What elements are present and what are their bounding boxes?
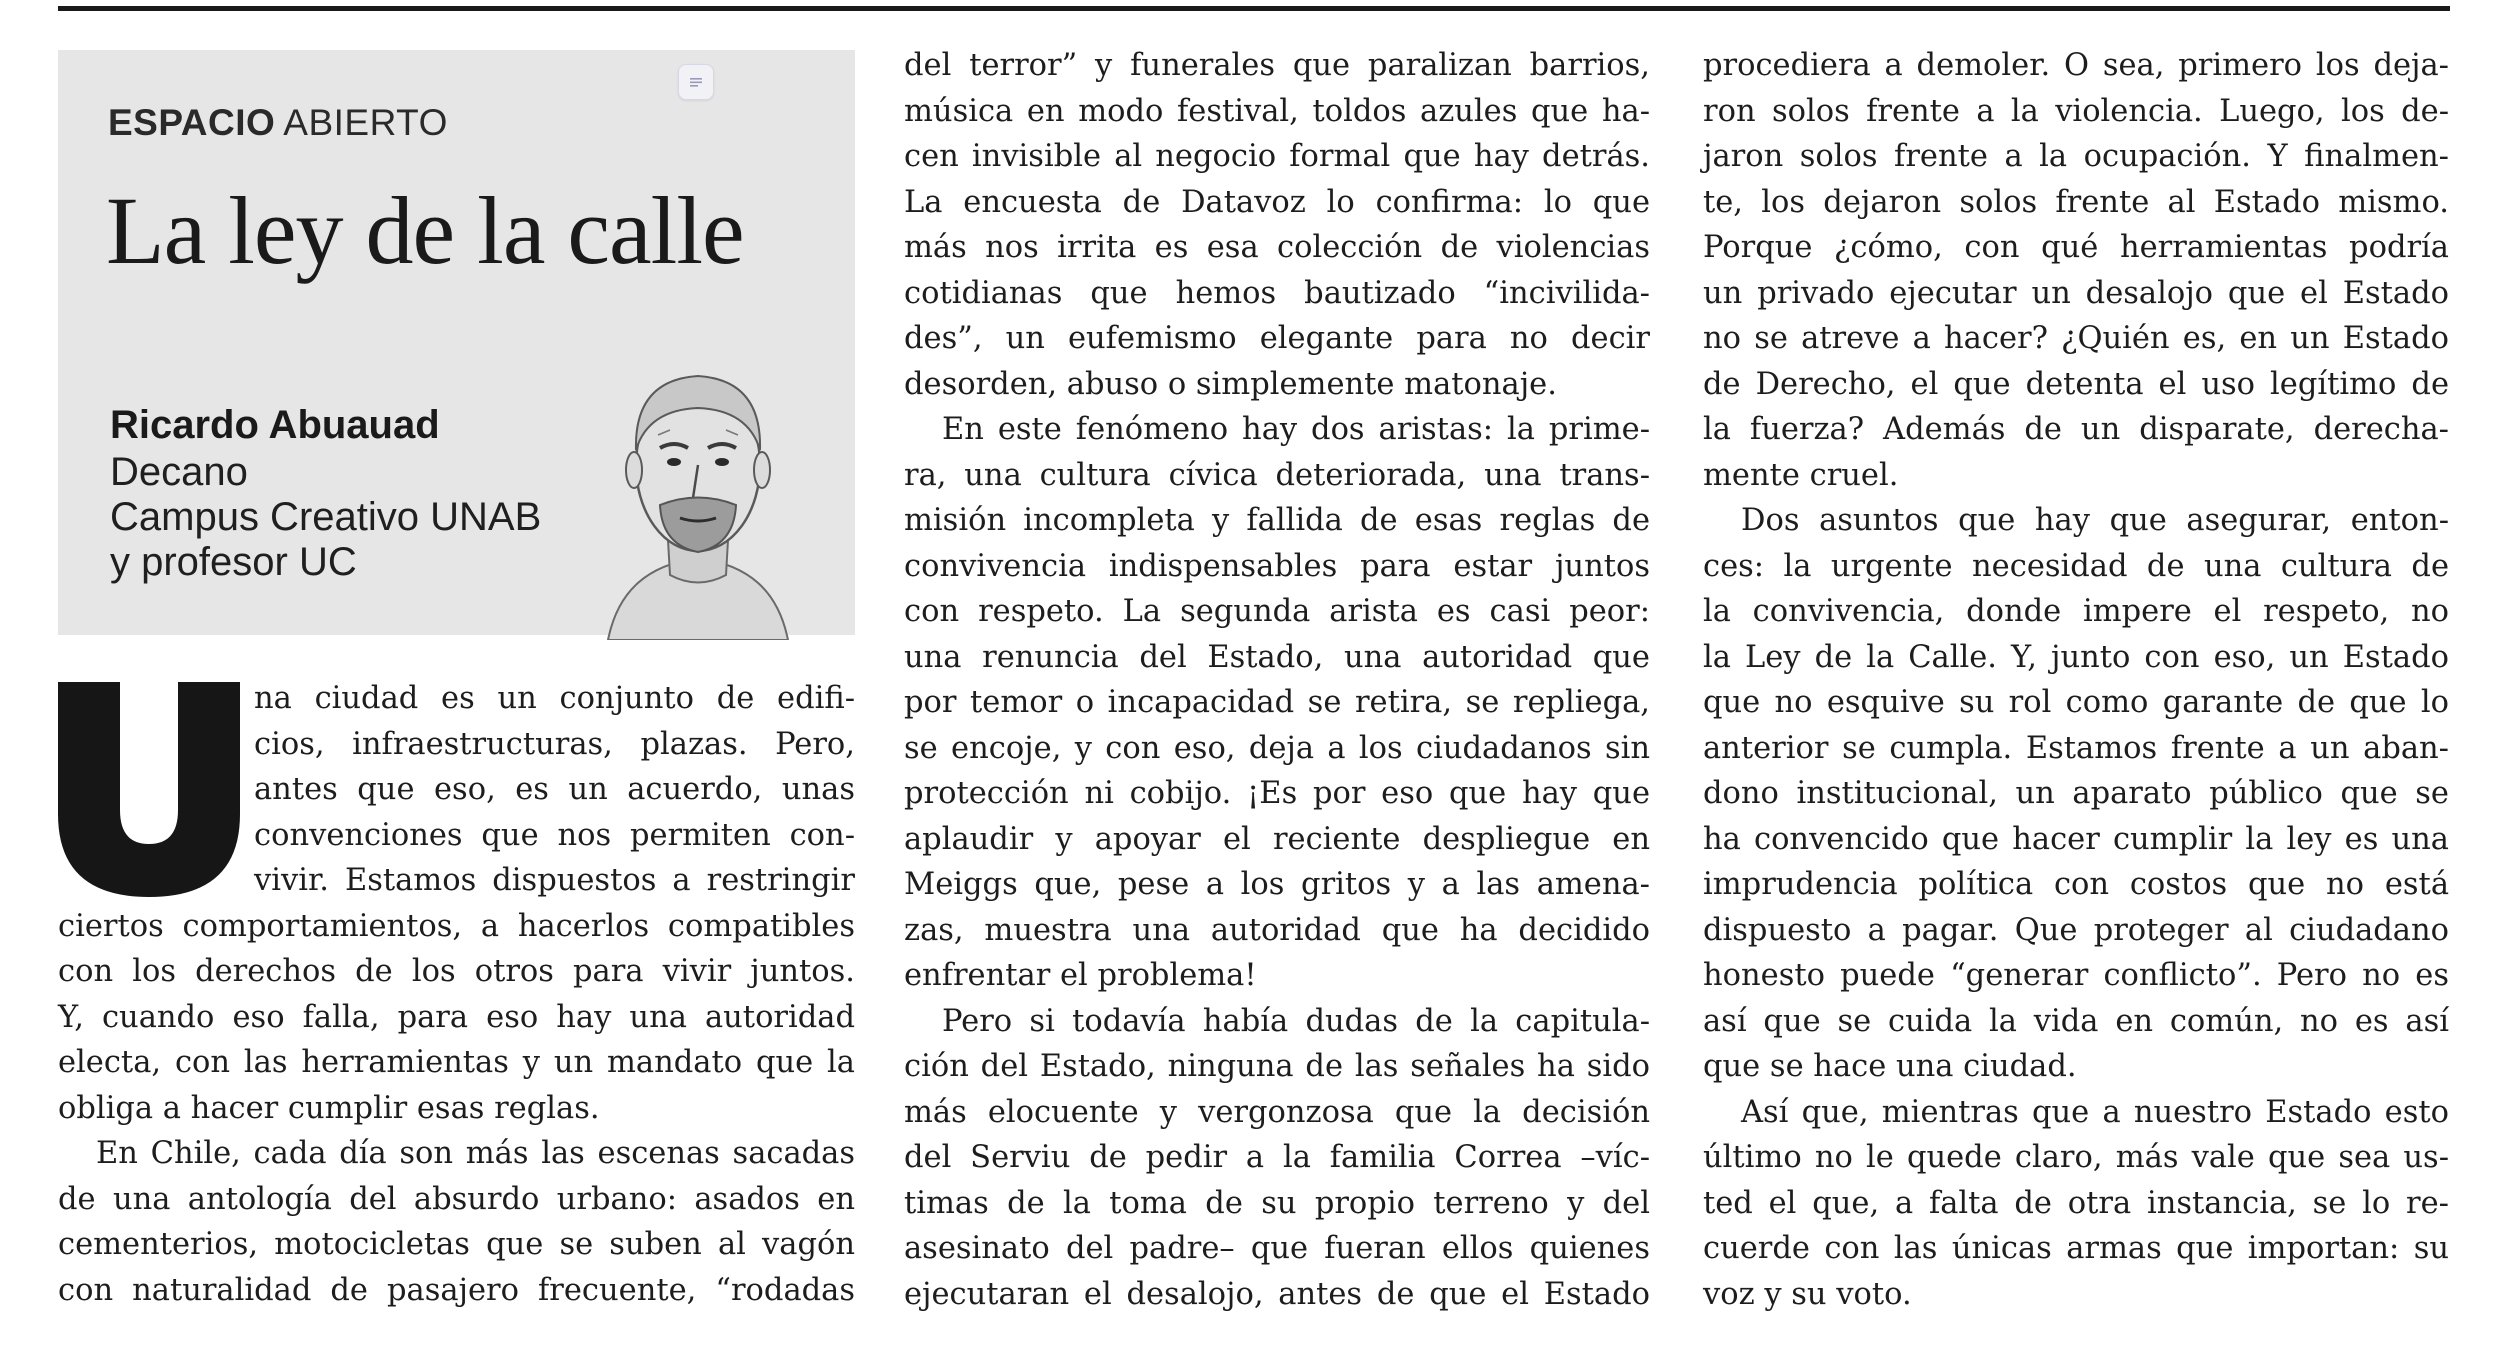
article-line: la fuerza? Además de un disparate, derecha- — [1703, 412, 2449, 447]
article-line: anterior se cumpla. Estamos frente a un aban- — [1703, 730, 2449, 766]
author-role-line-2: Campus Creativo UNAB — [110, 495, 542, 539]
article-column-1 — [58, 676, 855, 1313]
article-line: ción del Estado, ninguna de las señales ha sido — [904, 1049, 1650, 1084]
article-line: por temor o incapacidad se retira, se repliega, — [904, 685, 1650, 720]
article-line: ces: la urgente necesidad de una cultura de — [1703, 548, 2449, 584]
article-line: Dos asuntos que hay que asegurar, enton- — [1741, 503, 2449, 538]
article-line: que se hace una ciudad. — [1703, 1049, 2077, 1084]
article-line: ha convencido que hacer cumplir la ley es una — [1703, 821, 2449, 857]
article-line: enfrentar el problema! — [904, 958, 1257, 993]
top-rule — [58, 6, 2450, 11]
headline: La ley de la calle — [106, 177, 744, 284]
article-line: te, los dejaron solos frente al Estado mismo. — [1703, 184, 2449, 220]
article-line: convenciones que nos permiten con- — [254, 817, 855, 853]
article-line: cementerios, motocicletas que se suben al vagón — [58, 1227, 855, 1262]
article-line: Porque ¿cómo, con qué herramientas podría — [1703, 230, 2449, 265]
article-line: con los derechos de los otros para vivir juntos. — [58, 954, 855, 989]
article-line: la convivencia, donde impere el respeto, no — [1703, 594, 2449, 629]
article-line: des”, un eufemismo elegante para no decir — [904, 321, 1650, 356]
article-line: Meiggs que, pese a los gritos y a las amena- — [904, 867, 1650, 902]
article-line: obliga a hacer cumplir esas reglas. — [58, 1090, 600, 1126]
article-line: La encuesta de Datavoz lo confirma: lo que — [904, 184, 1650, 220]
article-line: ra, una cultura cívica deteriorada, una trans- — [904, 457, 1650, 493]
article-line: de una antología del absurdo urbano: asados en — [58, 1181, 855, 1217]
article-line: más nos irrita es esa colección de violencias — [904, 230, 1650, 265]
article-line: asesinato del padre– que fueran ellos quienes — [904, 1231, 1650, 1266]
article-line: imprudencia política con costos que no está — [1703, 867, 2449, 902]
article-line: convivencia indispensables para estar juntos — [904, 548, 1650, 584]
column-header-box — [58, 50, 855, 635]
article-line: voz y su voto. — [1703, 1276, 1912, 1312]
article-line: del terror” y funerales que paralizan barrios, — [904, 48, 1650, 83]
article-line: ciertos comportamientos, a hacerlos compatibles — [58, 908, 855, 944]
article-line: protección ni cobijo. ¡Es por eso que hay que — [904, 776, 1650, 811]
article-line: vivir. Estamos dispuestos a restringir — [254, 863, 855, 898]
section-kicker — [108, 102, 448, 144]
article-line: así que se cuida la vida en común, no es así — [1703, 1003, 2449, 1039]
article-line: música en modo festival, toldos azules que ha- — [904, 93, 1650, 129]
article-line: misión incompleta y fallida de esas reglas de — [904, 503, 1650, 538]
article-line: ted el que, a falta de otra instancia, se lo re- — [1703, 1185, 2449, 1221]
article-line: se encoje, y con eso, deja a los ciudadanos sin — [904, 730, 1650, 766]
article-line: desorden, abuso o simplemente matonaje. — [904, 366, 1557, 402]
article-line: con respeto. La segunda arista es casi peor: — [904, 594, 1650, 629]
article-line: En este fenómeno hay dos aristas: la prime- — [942, 412, 1650, 447]
article-line: del Serviu de pedir a la familia Correa –víc- — [904, 1140, 1650, 1175]
author-role-line-3: y profesor UC — [110, 540, 357, 584]
article-line: cios, infraestructuras, plazas. Pero, — [254, 726, 855, 762]
article-line: cuerde con las únicas armas que importan: su — [1703, 1231, 2449, 1266]
article-line: mente cruel. — [1703, 457, 1899, 493]
article-line: zas, muestra una autoridad que ha decidido — [904, 912, 1650, 948]
kicker-light: ABIERTO — [283, 102, 448, 143]
article-line: procediera a demoler. O sea, primero los deja- — [1703, 48, 2449, 83]
article-line: que no esquive su rol como garante de que lo — [1703, 685, 2449, 720]
article-line: dono institucional, un aparato público que se — [1703, 776, 2449, 811]
article-line: honesto puede “generar conflicto”. Pero no es — [1703, 958, 2449, 993]
article-line: una renuncia del Estado, una autoridad que — [904, 639, 1650, 675]
article-line: con naturalidad de pasajero frecuente, “rodadas — [58, 1272, 855, 1308]
article-line: de Derecho, el que detenta el uso legítimo de — [1703, 366, 2449, 402]
article-line: electa, con las herramientas y un mandato que la — [58, 1045, 855, 1080]
author-role-line-1: Decano — [110, 450, 248, 494]
article-line: no se atreve a hacer? ¿Quién es, en un Estado — [1703, 321, 2449, 356]
article-line: timas de la toma de su propio terreno y del — [904, 1185, 1650, 1221]
article-line: ron solos frente a la violencia. Luego, los de- — [1703, 93, 2449, 129]
article-line: más elocuente y vergonzosa que la decisión — [904, 1094, 1650, 1130]
article-line: último no le quede claro, más vale que sea us- — [1703, 1140, 2449, 1175]
article-line: En Chile, cada día son más las escenas sacadas — [96, 1136, 855, 1171]
article-line: jaron solos frente a la ocupación. Y finalmen- — [1703, 139, 2449, 174]
author-portrait — [598, 340, 798, 640]
article-line: cen invisible al negocio formal que hay detrás. — [904, 139, 1650, 174]
author-name: Ricardo Abuauad — [110, 403, 440, 447]
article-column-2 — [904, 43, 1650, 1317]
kicker-bold: ESPACIO — [108, 102, 276, 143]
article-line: dispuesto a pagar. Que proteger al ciudadano — [1703, 912, 2449, 948]
article-line: ejecutaran el desalojo, antes de que el Estado — [904, 1276, 1650, 1312]
article-line: la Ley de la Calle. Y, junto con eso, un Estado — [1703, 639, 2449, 675]
article-line: un privado ejecutar un desalojo que el Estado — [1703, 275, 2449, 311]
article-line: Y, cuando eso falla, para eso hay una autoridad — [58, 999, 855, 1035]
article-line: Pero si todavía había dudas de la capitula- — [942, 1003, 1650, 1039]
article-line: antes que eso, es un acuerdo, unas — [254, 772, 855, 807]
article-line: Así que, mientras que a nuestro Estado esto — [1741, 1094, 2449, 1130]
article-line: na ciudad es un conjunto de edifi- — [254, 681, 855, 716]
article-column-3 — [1703, 43, 2449, 1317]
note-icon[interactable] — [678, 64, 714, 100]
article-line: cotidianas que hemos bautizado “incivilida- — [904, 275, 1650, 311]
article-line: aplaudir y apoyar el reciente despliegue en — [904, 821, 1650, 857]
